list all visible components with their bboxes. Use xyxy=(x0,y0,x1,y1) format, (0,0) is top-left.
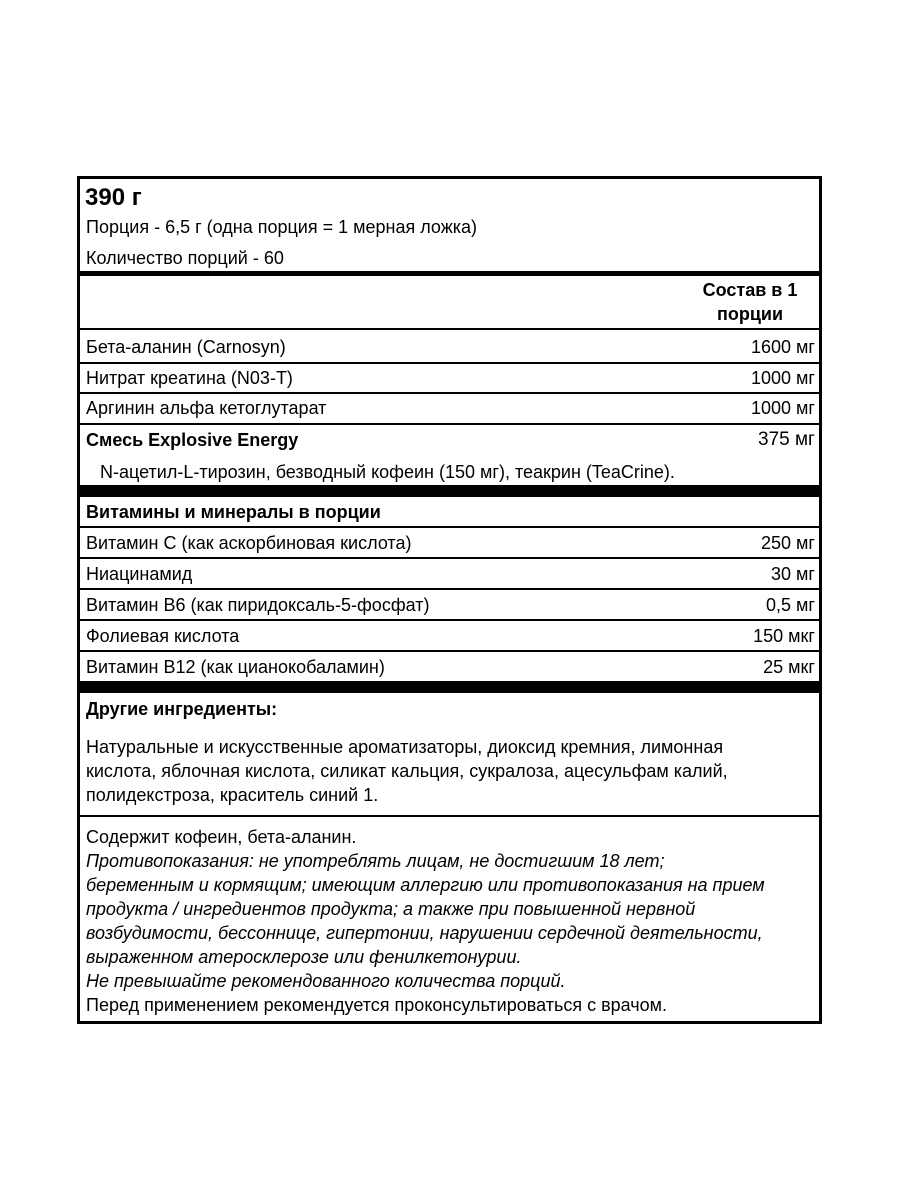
divider xyxy=(80,392,819,394)
vitamin-name: Витамин В6 (как пиридоксаль-5-фосфат) xyxy=(86,595,430,615)
ingredient-name: Нитрат креатина (N03-T) xyxy=(86,368,293,388)
column-header-line2: порции xyxy=(716,304,784,324)
vitamin-amount: 0,5 мг xyxy=(766,595,815,615)
divider xyxy=(80,526,819,528)
text-line: кислота, яблочная кислота, силикат кальция, сукралоза, ацесульфам калий, xyxy=(86,761,728,781)
contraindication-line: продукта / ингредиентов продукта; а также при повышенной нервной xyxy=(86,899,696,919)
ingredient-name: Бета-аланин (Carnosyn) xyxy=(86,337,286,357)
column-header xyxy=(695,278,805,326)
other-ingredients-text xyxy=(86,735,813,807)
blend-amount: 375 мг xyxy=(758,429,815,450)
divider xyxy=(80,815,819,817)
divider-thick xyxy=(80,485,819,497)
blend-detail: N-ацетил-L-тирозин, безводный кофеин (150 мг), теакрин (TeaCrine). xyxy=(100,462,675,482)
divider xyxy=(80,650,819,652)
column-header-line1: Состав в 1 xyxy=(702,280,798,300)
ingredient-amount: 1000 мг xyxy=(751,398,815,418)
divider xyxy=(80,362,819,364)
vitamin-amount: 25 мкг xyxy=(763,657,815,677)
contraindication-line: Не превышайте рекомендованного количества порций. xyxy=(86,971,566,991)
contraindication-line: беременным и кормящим; имеющим аллергию или противопоказания на прием xyxy=(86,875,765,895)
divider xyxy=(80,423,819,425)
ingredient-name: Аргинин альфа кетоглутарат xyxy=(86,398,327,418)
contraindication-line: Противопоказания: не употреблять лицам, не достигшим 18 лет; xyxy=(86,851,665,871)
divider xyxy=(80,588,819,590)
serving-size: Порция - 6,5 г (одна порция = 1 мерная ложка) xyxy=(86,217,478,237)
divider xyxy=(80,328,819,330)
vitamin-name: Витамин С (как аскорбиновая кислота) xyxy=(86,533,412,553)
vitamin-amount: 30 мг xyxy=(771,564,815,584)
ingredient-amount: 1600 мг xyxy=(751,337,815,357)
vitamins-heading: Витамины и минералы в порции xyxy=(86,502,381,522)
ingredient-amount: 1000 мг xyxy=(751,368,815,388)
vitamin-amount: 150 мкг xyxy=(753,626,815,646)
vitamin-name: Витамин В12 (как цианокобаламин) xyxy=(86,657,385,677)
contraindication-line: возбудимости, бессоннице, гипертонии, нарушении сердечной деятельности, xyxy=(86,923,763,943)
contains-text: Содержит кофеин, бета-аланин. xyxy=(86,827,357,847)
divider-thick xyxy=(80,271,819,276)
text-line: полидекстроза, краситель синий 1. xyxy=(86,785,379,805)
supplement-facts-label xyxy=(77,176,822,1024)
text-line: Натуральные и искусственные ароматизаторы, диоксид кремния, лимонная xyxy=(86,737,724,757)
contraindication-line: выраженном атеросклерозе или фенилкетонурии. xyxy=(86,947,522,967)
other-ingredients-heading: Другие ингредиенты: xyxy=(86,699,278,719)
vitamin-name: Фолиевая кислота xyxy=(86,626,240,646)
blend-name: Смесь Explosive Energy xyxy=(86,430,299,450)
vitamin-amount: 250 мг xyxy=(761,533,815,553)
consult-text: Перед применением рекомендуется проконсультироваться с врачом. xyxy=(86,995,668,1015)
divider xyxy=(80,557,819,559)
servings-count: Количество порций - 60 xyxy=(86,248,284,268)
net-weight: 390 г xyxy=(85,184,142,211)
divider-thick xyxy=(80,681,819,693)
vitamin-name: Ниацинамид xyxy=(86,564,193,584)
divider xyxy=(80,619,819,621)
warnings-block xyxy=(86,825,813,1017)
